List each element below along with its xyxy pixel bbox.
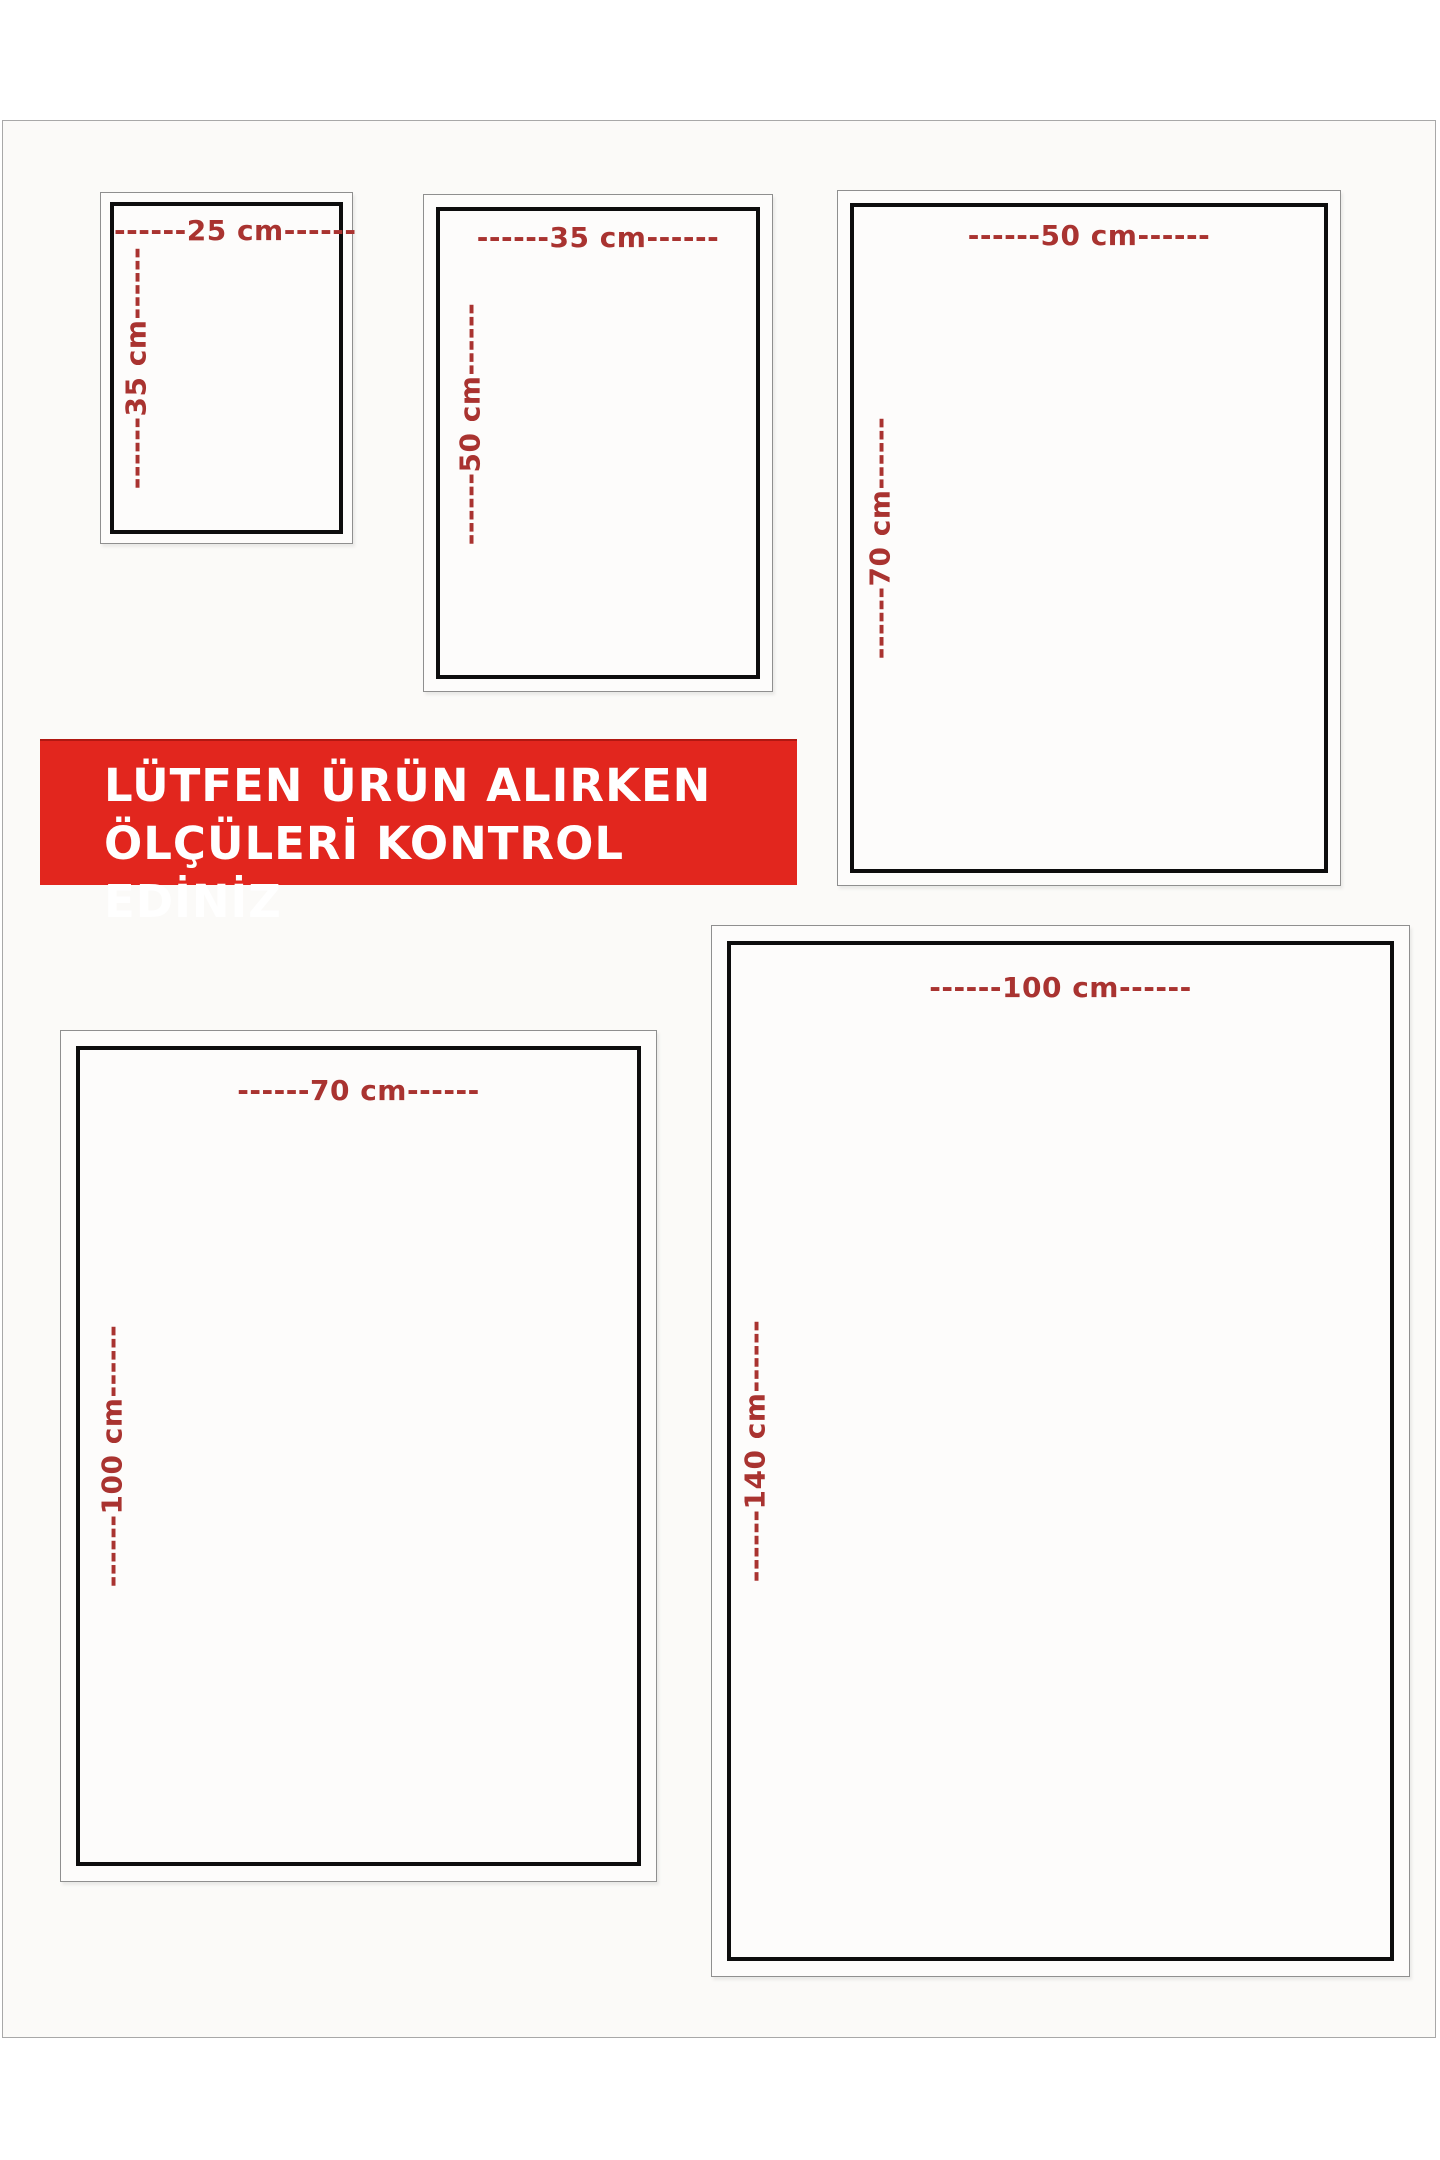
height-dimension-label-100cm: ------100 cm------ <box>95 1324 129 1588</box>
height-dimension-label-70cm: ------70 cm------ <box>863 416 897 660</box>
size-box-25x35 <box>100 192 357 544</box>
width-dimension-label-50cm: ------50 cm------ <box>967 219 1211 252</box>
warning-banner-line1: LÜTFEN ÜRÜN ALIRKEN <box>104 759 712 812</box>
size-box-35x50-inner-border <box>436 207 760 679</box>
size-box-100x140 <box>711 925 1410 1977</box>
size-box-25x35-inner-border <box>110 202 357 534</box>
width-dimension-label-70cm: ------70 cm------ <box>237 1074 480 1107</box>
height-dimension-label-140cm: ------140 cm------ <box>738 1319 772 1583</box>
size-box-70x100 <box>60 1030 657 1882</box>
width-dimension-label-35cm: ------35 cm------ <box>476 221 720 254</box>
size-box-70x100-inner-border <box>76 1046 641 1866</box>
width-dimension-label-25cm: ------25 cm------ <box>114 214 357 247</box>
size-box-50x70-inner-border <box>850 203 1328 873</box>
width-dimension-label-100cm: ------100 cm------ <box>929 971 1192 1004</box>
size-box-50x70 <box>837 190 1341 886</box>
warning-banner-line2: ÖLÇÜLERİ KONTROL EDİNİZ <box>104 817 625 928</box>
warning-banner <box>40 739 797 928</box>
height-dimension-label-35cm: ------35 cm------ <box>119 246 153 490</box>
height-dimension-label-50cm: ------50 cm------ <box>453 303 487 546</box>
size-box-35x50 <box>423 194 773 692</box>
size-box-100x140-inner-border <box>727 941 1394 1961</box>
